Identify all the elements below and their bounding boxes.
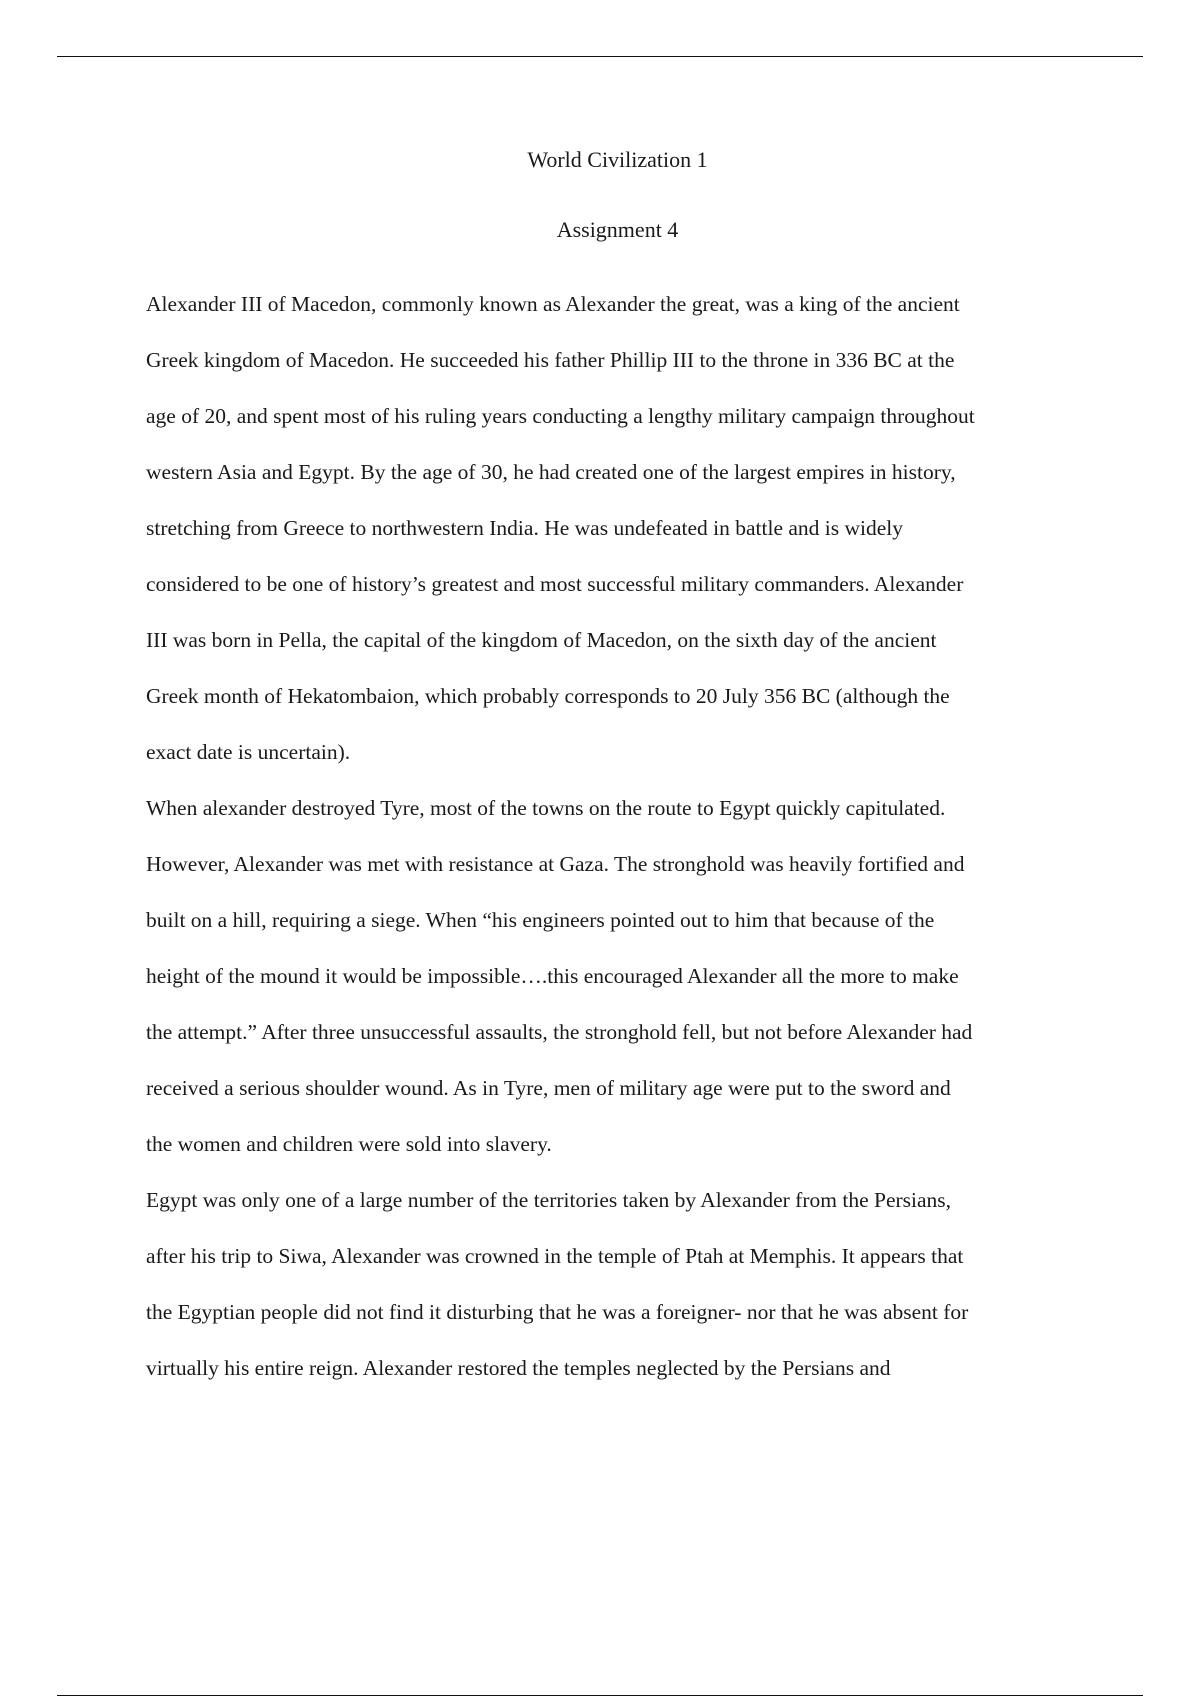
text-line: received a serious shoulder wound. As in Tyre, men of military age were put to the sword and [146, 1076, 951, 1100]
text-line: height of the mound it would be impossible….this encouraged Alexander all the more to make [146, 964, 959, 988]
text-line: built on a hill, requiring a siege. When “his engineers pointed out to him that because of the [146, 908, 935, 932]
text-line: III was born in Pella, the capital of the kingdom of Macedon, on the sixth day of the ancient [146, 628, 937, 652]
text-line: Egypt was only one of a large number of the territories taken by Alexander from the Persians, [146, 1188, 952, 1212]
paragraph-3 [146, 1183, 1090, 1391]
text-line: However, Alexander was met with resistance at Gaza. The stronghold was heavily fortified and [146, 852, 965, 876]
text-line: exact date is uncertain). [146, 740, 351, 764]
text-line: virtually his entire reign. Alexander restored the temples neglected by the Persians and [146, 1356, 891, 1380]
document-body [146, 287, 1090, 1407]
text-line: age of 20, and spent most of his ruling years conducting a lengthy military campaign throughout [146, 404, 975, 428]
text-line: the Egyptian people did not find it disturbing that he was a foreigner- nor that he was absent for [146, 1300, 969, 1324]
text-line: Greek month of Hekatombaion, which probably corresponds to 20 July 356 BC (although the [146, 684, 950, 708]
text-line: When alexander destroyed Tyre, most of the towns on the route to Egypt quickly capitulated. [146, 796, 946, 820]
header-rule [57, 56, 1143, 57]
text-line: the women and children were sold into slavery. [146, 1132, 552, 1156]
document-subtitle: Assignment 4 [556, 217, 679, 242]
text-line: Alexander III of Macedon, commonly known as Alexander the great, was a king of the ancient [146, 292, 960, 316]
text-line: after his trip to Siwa, Alexander was crowned in the temple of Ptah at Memphis. It appears that [146, 1244, 964, 1268]
paragraph-1 [146, 287, 1090, 775]
text-line: stretching from Greece to northwestern India. He was undefeated in battle and is widely [146, 516, 904, 540]
text-line: Greek kingdom of Macedon. He succeeded his father Phillip III to the throne in 336 BC at the [146, 348, 955, 372]
text-line: considered to be one of history’s greatest and most successful military commanders. Alexander [146, 572, 964, 596]
footer-rule [57, 1695, 1143, 1696]
document-title: World Civilization 1 [527, 147, 708, 172]
text-line: western Asia and Egypt. By the age of 30, he had created one of the largest empires in history, [146, 460, 956, 484]
text-line: the attempt.” After three unsuccessful assaults, the stronghold fell, but not before Alexander had [146, 1020, 973, 1044]
paragraph-2 [146, 791, 1090, 1167]
